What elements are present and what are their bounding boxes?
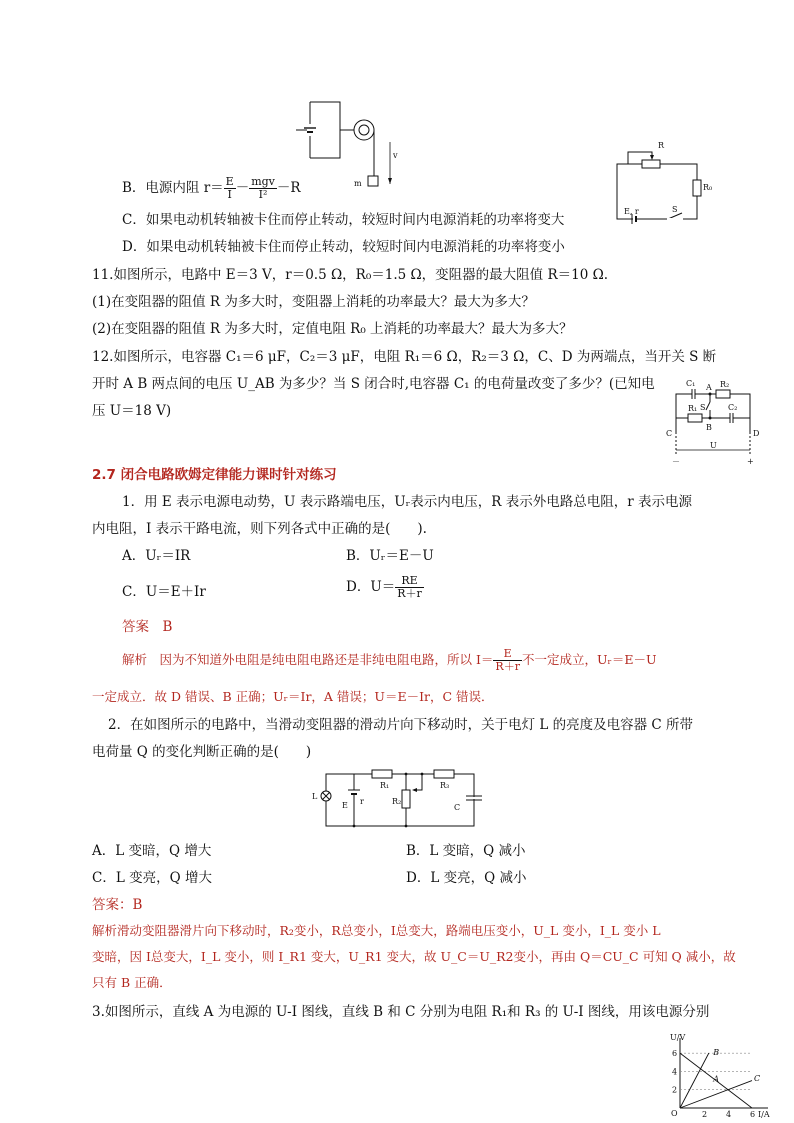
- q10-option-c: C．如果电动机转轴被卡住而停止转动，较短时间内电源消耗的功率将变大: [122, 212, 565, 228]
- q10-option-b: B．电源内阻 r＝ $\frac{E}{I}$ － $\frac{\text{mgv}}{\text{I²}}$ －R: [122, 175, 301, 201]
- plus-label: +: [747, 457, 754, 466]
- p2-circuit-figure: [310, 766, 490, 832]
- lamp-label: L: [312, 792, 318, 801]
- d-terminal-label: D: [753, 429, 760, 438]
- a-label: A: [706, 383, 712, 392]
- p2-answer: 答案：B: [92, 897, 143, 913]
- p2-stem-line1: 2．在如图所示的电路中，当滑动变阻器的滑动片向下移动时，关于电灯 L 的亮度及电容器 C 所带: [108, 717, 694, 733]
- y-tick-label: 2: [672, 1085, 678, 1095]
- p2-explanation-line3: 只有 B 正确．: [92, 975, 172, 990]
- p1-answer: 答案 B: [122, 619, 173, 635]
- c1-label: C₁: [686, 379, 696, 388]
- q10-option-d: D．如果电动机转轴被卡住而停止转动，较短时间内电源消耗的功率将变小: [122, 239, 565, 255]
- series-label-C: C: [754, 1073, 761, 1083]
- internal-r-label: r: [360, 797, 364, 806]
- capacitor-c-label: C: [454, 803, 461, 812]
- p2-stem-line2: 电荷量 Q 的变化判断正确的是( ): [92, 744, 312, 760]
- series-label-A: A: [713, 1074, 719, 1084]
- b-label: B: [706, 423, 712, 432]
- p2-option-a: A．L 变暗，Q 增大: [92, 843, 212, 859]
- r2-label: R₂: [720, 380, 730, 389]
- y-tick-label: 6: [672, 1049, 678, 1059]
- rheostat-R-label: R: [658, 141, 665, 150]
- series-line-B: [680, 1053, 709, 1108]
- p1-stem-line2: 内电阻，I 表示干路电流，则下列各式中正确的是( ).: [92, 521, 427, 537]
- p2-option-c: C．L 变亮，Q 增大: [92, 870, 212, 886]
- series-label-B: B: [713, 1048, 720, 1058]
- p1-option-d: D．U＝ $\frac{RE}{R+r}$: [346, 574, 422, 600]
- p1-option-c: C．U＝E＋Ir: [122, 584, 206, 600]
- y-axis-label: U/V: [670, 1033, 686, 1042]
- p3-stem: 3.如图所示，直线 A 为电源的 U-I 图线，直线 B 和 C 分别为电阻 R₁和 R₃ 的 U-I 图线，用该电源分别: [92, 1004, 710, 1020]
- source-Er-label: E, r: [624, 207, 639, 216]
- c2-label: C₂: [728, 403, 738, 412]
- q12-line2: 开时 A B 两点间的电压 U_AB 为多少？当 S 闭合时,电容器 C₁ 的电荷量改变了多少？(已知电: [92, 376, 655, 392]
- x-axis-label: I/A: [758, 1110, 770, 1119]
- s-label: S: [700, 403, 706, 412]
- p2-explanation-line1: 解析滑动变阻器滑片向下移动时，R₂变小，R总变小，I总变大，路端电压变小，U_L 变小，I_L 变小 L: [92, 923, 661, 938]
- r1-label: R₁: [688, 404, 698, 413]
- y-tick-label: 4: [672, 1067, 678, 1077]
- minus-label: －: [672, 457, 680, 466]
- p2-option-d: D．L 变亮，Q 减小: [406, 870, 527, 886]
- q12-line3: 压 U＝18 V): [92, 403, 172, 419]
- u-label: U: [710, 441, 717, 450]
- velocity-label: v: [393, 151, 398, 160]
- rheostat-circuit-figure: [612, 138, 722, 228]
- q12-line1: 12.如图所示，电容器 C₁＝6 μF，C₂＝3 μF，电阻 R₁＝6 Ω，R₂＝3 Ω，C、D 为两端点，当开关 S 断: [92, 349, 717, 365]
- switch-S-label: S: [672, 205, 678, 214]
- r1-label: R₁: [380, 781, 390, 790]
- p1-explanation-line2: 一定成立．故 D 错误、B 正确；Uᵣ＝Ir，A 错误；U＝E－Ir，C 错误．: [92, 689, 494, 704]
- p2-option-b: B．L 变暗，Q 减小: [406, 843, 526, 859]
- p2-explanation-line2: 变暗，因 I总变大，I_L 变小，则 I_R1 变大，U_R1 变大，故 U_C＝U_R2变小，再由 Q＝CU_C 可知 Q 减小，故: [92, 949, 736, 964]
- x-tick-label: 6: [750, 1110, 756, 1119]
- q11-stem: 11.如图所示，电路中 E＝3 V，r＝0.5 Ω，R₀＝1.5 Ω，变阻器的最大阻值 R＝10 Ω.: [92, 267, 609, 283]
- q11-part1: (1)在变阻器的阻值 R 为多大时，变阻器上消耗的功率最大？最大为多大？: [92, 294, 535, 310]
- emf-label: E: [342, 801, 348, 810]
- p1-option-b: B．Uᵣ＝E－U: [346, 548, 434, 564]
- p1-explanation-line1: 解析 因为不知道外电阻是纯电阻电路还是非纯电阻电路，所以 I＝ $\frac{E}{R+r}$ 不一定成立，Uᵣ＝E－U: [122, 647, 657, 673]
- r3-label: R₃: [440, 781, 450, 790]
- r2-label: R₂: [392, 797, 402, 806]
- p1-option-a: A．Uᵣ＝IR: [122, 548, 191, 564]
- series-line-C: [680, 1081, 752, 1108]
- q12-circuit-figure: [664, 378, 764, 470]
- x-tick-label: 2: [702, 1110, 708, 1119]
- c-terminal-label: C: [666, 429, 673, 438]
- q11-part2: (2)在变阻器的阻值 R 为多大时，定值电阻 R₀ 上消耗的功率最大？最大为多大？: [92, 321, 573, 337]
- motor-figure: [296, 96, 406, 192]
- ui-chart: [664, 1033, 774, 1119]
- x-tick-label: 4: [726, 1110, 732, 1119]
- p1-stem-line1: 1．用 E 表示电源电动势，U 表示路端电压，Uᵣ表示内电压，R 表示外电路总电阻，r 表示电源: [122, 494, 692, 510]
- R0-label: R₀: [703, 183, 713, 192]
- mass-label: m: [354, 179, 362, 188]
- section-title: 2.7 闭合电路欧姆定律能力课时针对练习: [92, 467, 337, 483]
- origin-label: O: [671, 1109, 678, 1118]
